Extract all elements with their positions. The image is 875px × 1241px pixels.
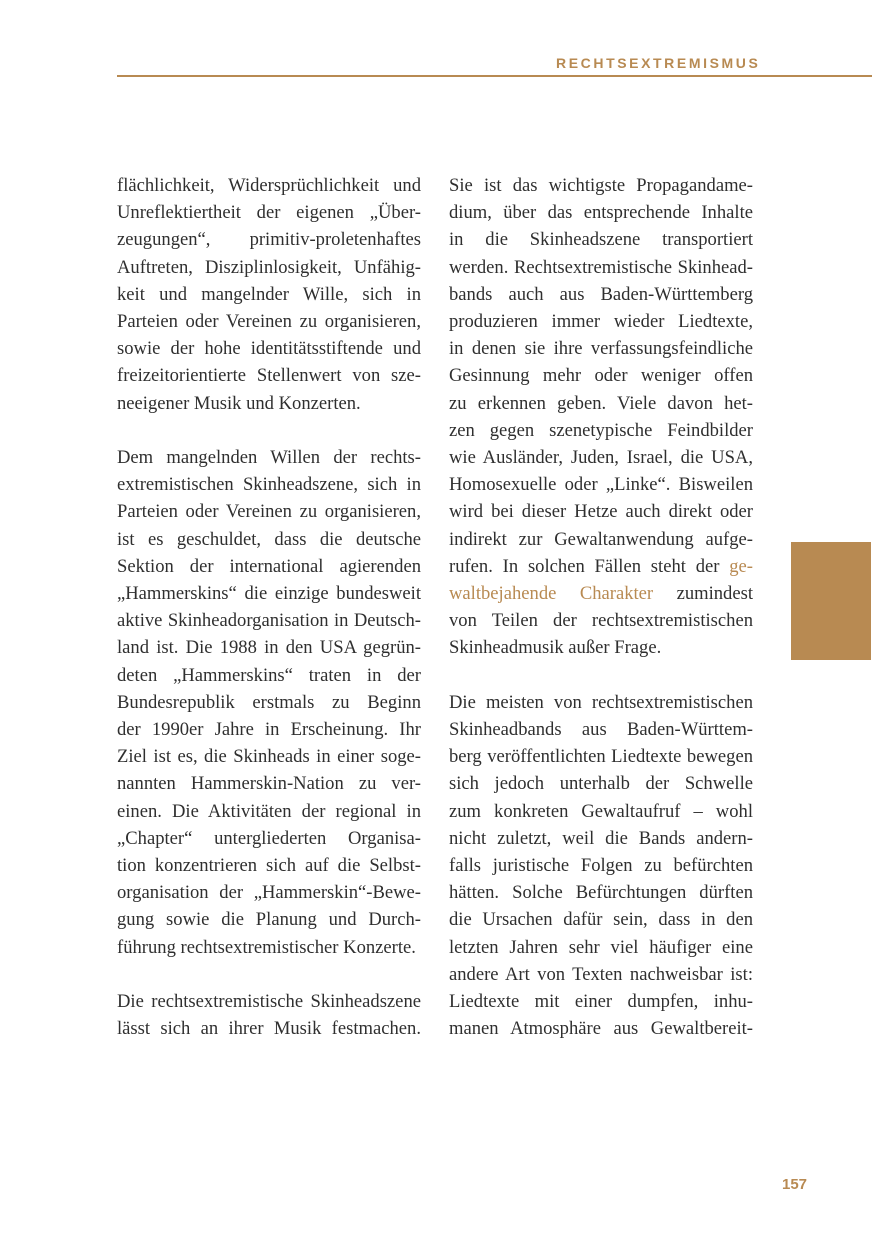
text-line: flächlichkeit, Widersprüchlichkeit und: [117, 175, 421, 196]
text-line: von Teilen der rechtsextremistischen: [449, 610, 753, 632]
text-line: Ziel ist es, die Skinheads in einer soge-: [117, 746, 421, 768]
text-line: zum konkreten Gewaltaufruf – wohl: [449, 800, 753, 822]
text-line: letzten Jahren sehr viel häufiger eine: [449, 936, 753, 958]
text-line: Skinheadmusik außer Frage.: [449, 637, 662, 659]
text-line: keit und mangelnder Wille, sich in: [117, 283, 421, 305]
text-line: Parteien oder Vereinen zu organisieren,: [117, 501, 421, 523]
text-line: führung rechtsextremistischer Konzerte.: [117, 936, 416, 958]
paragraph: [449, 172, 753, 662]
text-run: zumindest: [653, 583, 753, 605]
text-line: freizeitorientierte Stellenwert von sze-: [117, 365, 421, 387]
text-line: Parteien oder Vereinen zu organisieren,: [117, 311, 421, 333]
text-line: werden. Rechtsextremistische Skinhead-: [449, 256, 753, 278]
text-line: organisation der „Hammerskin“-Bewe-: [117, 882, 421, 904]
text-line: Unreflektiertheit der eigenen „Über-: [117, 202, 421, 224]
text-line: land ist. Die 1988 in den USA gegrün-: [117, 637, 421, 659]
text-line: sich jedoch unterhalb der Schwelle: [449, 773, 753, 795]
text-line: „Hammerskins“ die einzige bundesweit: [117, 583, 421, 605]
paragraph: [449, 689, 753, 1043]
text-line: zen gegen szenetypische Feindbilder: [449, 419, 753, 441]
text-line: der 1990er Jahre in Erscheinung. Ihr: [117, 719, 421, 741]
text-line: neeigener Musik und Konzerten.: [117, 392, 361, 414]
page-number: 157: [782, 1176, 808, 1193]
text-line: „Chapter“ untergliederten Organisa-: [117, 827, 421, 849]
text-line: berg veröffentlichten Liedtexte bewegen: [449, 746, 753, 768]
text-line: in die Skinheadszene transportiert: [449, 229, 753, 251]
text-line: die Ursachen dafür sein, dass in den: [449, 909, 753, 931]
text-line: andere Art von Texten nachweisbar ist:: [449, 963, 753, 985]
paragraph: [117, 172, 421, 417]
text-line: zeugungen“, primitiv-proletenhaftes: [117, 229, 421, 251]
text-line: wird bei dieser Hetze auch direkt oder: [449, 501, 753, 523]
header-rule: [117, 75, 872, 77]
text-line: deten „Hammerskins“ traten in der: [117, 664, 421, 686]
text-line: manen Atmosphäre aus Gewaltbereit-: [449, 1018, 753, 1040]
text-line: [449, 553, 753, 580]
text-line: Sektion der international agierenden: [117, 555, 421, 577]
text-line: ist es geschuldet, dass die deutsche: [117, 528, 421, 550]
text-line: Die meisten von rechtsextremistischen: [449, 691, 753, 713]
running-head-title: RECHTSEXTREMISMUS: [556, 55, 761, 71]
text-line: Die rechtsextremistische Skinheadszene: [117, 991, 421, 1013]
text-line: gung sowie die Planung und Durch-: [117, 909, 421, 931]
text-line: lässt sich an ihrer Musik festmachen.: [117, 1018, 421, 1040]
text-line: nannten Hammerskin-Nation zu ver-: [117, 773, 421, 795]
text-line: in denen sie ihre verfassungsfeindliche: [449, 338, 753, 360]
text-line: dium, über das entsprechende Inhalte: [449, 202, 753, 224]
text-line: extremistischen Skinheadszene, sich in: [117, 474, 421, 496]
text-line: Dem mangelnden Willen der rechts-: [117, 447, 421, 469]
text-line: zu erkennen geben. Viele davon het-: [449, 392, 753, 414]
text-line: [449, 580, 753, 607]
text-run: rufen. In solchen Fällen steht der: [449, 555, 730, 577]
text-line: Sie ist das wichtigste Propagandame-: [449, 175, 753, 196]
paragraph: [117, 988, 421, 1042]
chapter-tab-marker: [791, 542, 871, 660]
text-line: hätten. Solche Befürchtungen dürften: [449, 882, 753, 904]
text-line: indirekt zur Gewaltanwendung aufge-: [449, 528, 753, 550]
text-line: Skinheadbands aus Baden-Württem-: [449, 719, 753, 741]
text-line: sowie der hohe identitätsstiftende und: [117, 338, 421, 360]
text-line: Liedtexte mit einer dumpfen, inhu-: [449, 991, 753, 1013]
paragraph: [117, 444, 421, 961]
text-line: Bundesrepublik erstmals zu Beginn: [117, 691, 421, 713]
text-line: einen. Die Aktivitäten der regional in: [117, 800, 421, 822]
text-line: nicht zuletzt, weil die Bands andern-: [449, 827, 753, 849]
highlighted-term: ge-: [729, 555, 753, 577]
text-line: Auftreten, Disziplinlosigkeit, Unfähig-: [117, 256, 421, 278]
highlighted-term: waltbejahende Charakter: [449, 583, 654, 605]
text-line: produzieren immer wieder Liedtexte,: [449, 311, 753, 333]
text-line: falls juristische Folgen zu befürchten: [449, 855, 753, 877]
right-text-column: [449, 172, 753, 1042]
left-text-column: [117, 172, 421, 1042]
text-line: wie Ausländer, Juden, Israel, die USA,: [449, 447, 753, 469]
text-line: bands auch aus Baden-Württemberg: [449, 283, 753, 305]
text-line: tion konzentrieren sich auf die Selbst-: [117, 855, 421, 877]
text-line: Homosexuelle oder „Linke“. Bisweilen: [449, 474, 753, 496]
text-line: aktive Skinheadorganisation in Deutsch-: [117, 610, 421, 632]
text-line: Gesinnung mehr oder weniger offen: [449, 365, 753, 387]
